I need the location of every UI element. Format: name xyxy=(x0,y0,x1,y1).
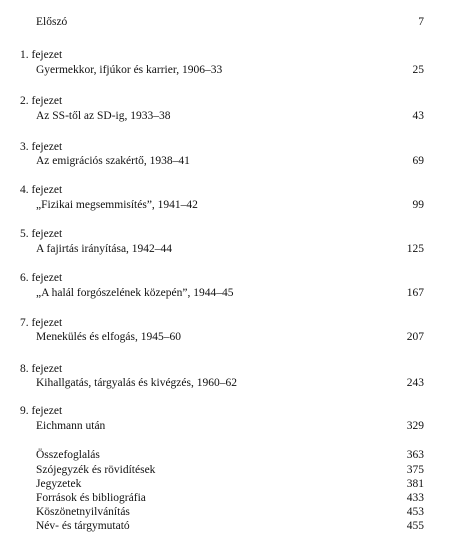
chapter-label-9 xyxy=(0,404,449,418)
entry-page: 455 xyxy=(406,520,424,532)
chapter-label: 6. fejezet xyxy=(20,272,63,284)
entry-page: 167 xyxy=(406,287,424,299)
chapter-label-6 xyxy=(0,271,449,285)
chapter-label: 4. fejezet xyxy=(20,184,63,196)
entry-page: 375 xyxy=(406,464,424,476)
entry-page: 363 xyxy=(406,449,424,461)
toc-entry-back-matter xyxy=(0,448,449,462)
entry-title: Összefoglalás xyxy=(36,449,100,461)
toc-entry-chapter-7 xyxy=(0,330,449,344)
entry-page: 7 xyxy=(418,16,424,28)
entry-title: Kihallgatás, tárgyalás és kivégzés, 1960–62 xyxy=(36,377,237,389)
toc-entry-foreword xyxy=(0,15,449,29)
chapter-label-8 xyxy=(0,362,449,376)
toc-entry-chapter-1 xyxy=(0,63,449,77)
chapter-label: 2. fejezet xyxy=(20,95,63,107)
entry-page: 243 xyxy=(406,377,424,389)
entry-page: 329 xyxy=(406,420,424,432)
toc-entry-back-matter xyxy=(0,463,449,477)
toc-entry-chapter-2 xyxy=(0,109,449,123)
toc-entry-chapter-3 xyxy=(0,154,449,168)
entry-page: 43 xyxy=(412,110,424,122)
entry-title: Köszönetnyilvánítás xyxy=(36,506,130,518)
entry-page: 453 xyxy=(406,506,424,518)
entry-title: „Fizikai megsemmisítés”, 1941–42 xyxy=(36,199,198,211)
entry-title: Az SS-től az SD-ig, 1933–38 xyxy=(36,110,171,122)
entry-title: Források és bibliográfia xyxy=(36,492,146,504)
toc-entry-back-matter xyxy=(0,519,449,533)
toc-entry-chapter-9 xyxy=(0,419,449,433)
entry-title: A fajirtás irányítása, 1942–44 xyxy=(36,243,173,255)
toc-entry-chapter-4 xyxy=(0,198,449,212)
entry-title: „A halál forgószelének közepén”, 1944–45 xyxy=(36,287,234,299)
entry-page: 99 xyxy=(412,199,424,211)
chapter-label-1 xyxy=(0,48,449,62)
chapter-label-5 xyxy=(0,227,449,241)
entry-title: Menekülés és elfogás, 1945–60 xyxy=(36,331,181,343)
entry-page: 207 xyxy=(406,331,424,343)
chapter-label: 7. fejezet xyxy=(20,317,63,329)
entry-title: Jegyzetek xyxy=(36,478,82,490)
toc-entry-back-matter xyxy=(0,505,449,519)
entry-page: 381 xyxy=(406,478,424,490)
toc-entry-chapter-8 xyxy=(0,376,449,390)
chapter-label-4 xyxy=(0,183,449,197)
chapter-label-2 xyxy=(0,94,449,108)
entry-title: Eichmann után xyxy=(36,420,106,432)
entry-title: Az emigrációs szakértő, 1938–41 xyxy=(36,155,190,167)
chapter-label-7 xyxy=(0,316,449,330)
entry-page: 125 xyxy=(406,243,424,255)
entry-page: 25 xyxy=(412,64,424,76)
toc-entry-back-matter xyxy=(0,477,449,491)
entry-title: Szójegyzék és rövidítések xyxy=(36,464,156,476)
entry-page: 433 xyxy=(406,492,424,504)
chapter-label: 1. fejezet xyxy=(20,49,63,61)
chapter-label-3 xyxy=(0,140,449,154)
chapter-label: 5. fejezet xyxy=(20,228,63,240)
toc-entry-back-matter xyxy=(0,491,449,505)
entry-page: 69 xyxy=(412,155,424,167)
chapter-label: 8. fejezet xyxy=(20,363,63,375)
chapter-label: 9. fejezet xyxy=(20,405,63,417)
entry-title: Név- és tárgymutató xyxy=(36,520,130,532)
chapter-label: 3. fejezet xyxy=(20,141,63,153)
toc-entry-chapter-6 xyxy=(0,286,449,300)
entry-title: Előszó xyxy=(36,16,68,28)
toc-entry-chapter-5 xyxy=(0,242,449,256)
entry-title: Gyermekkor, ifjúkor és karrier, 1906–33 xyxy=(36,64,223,76)
